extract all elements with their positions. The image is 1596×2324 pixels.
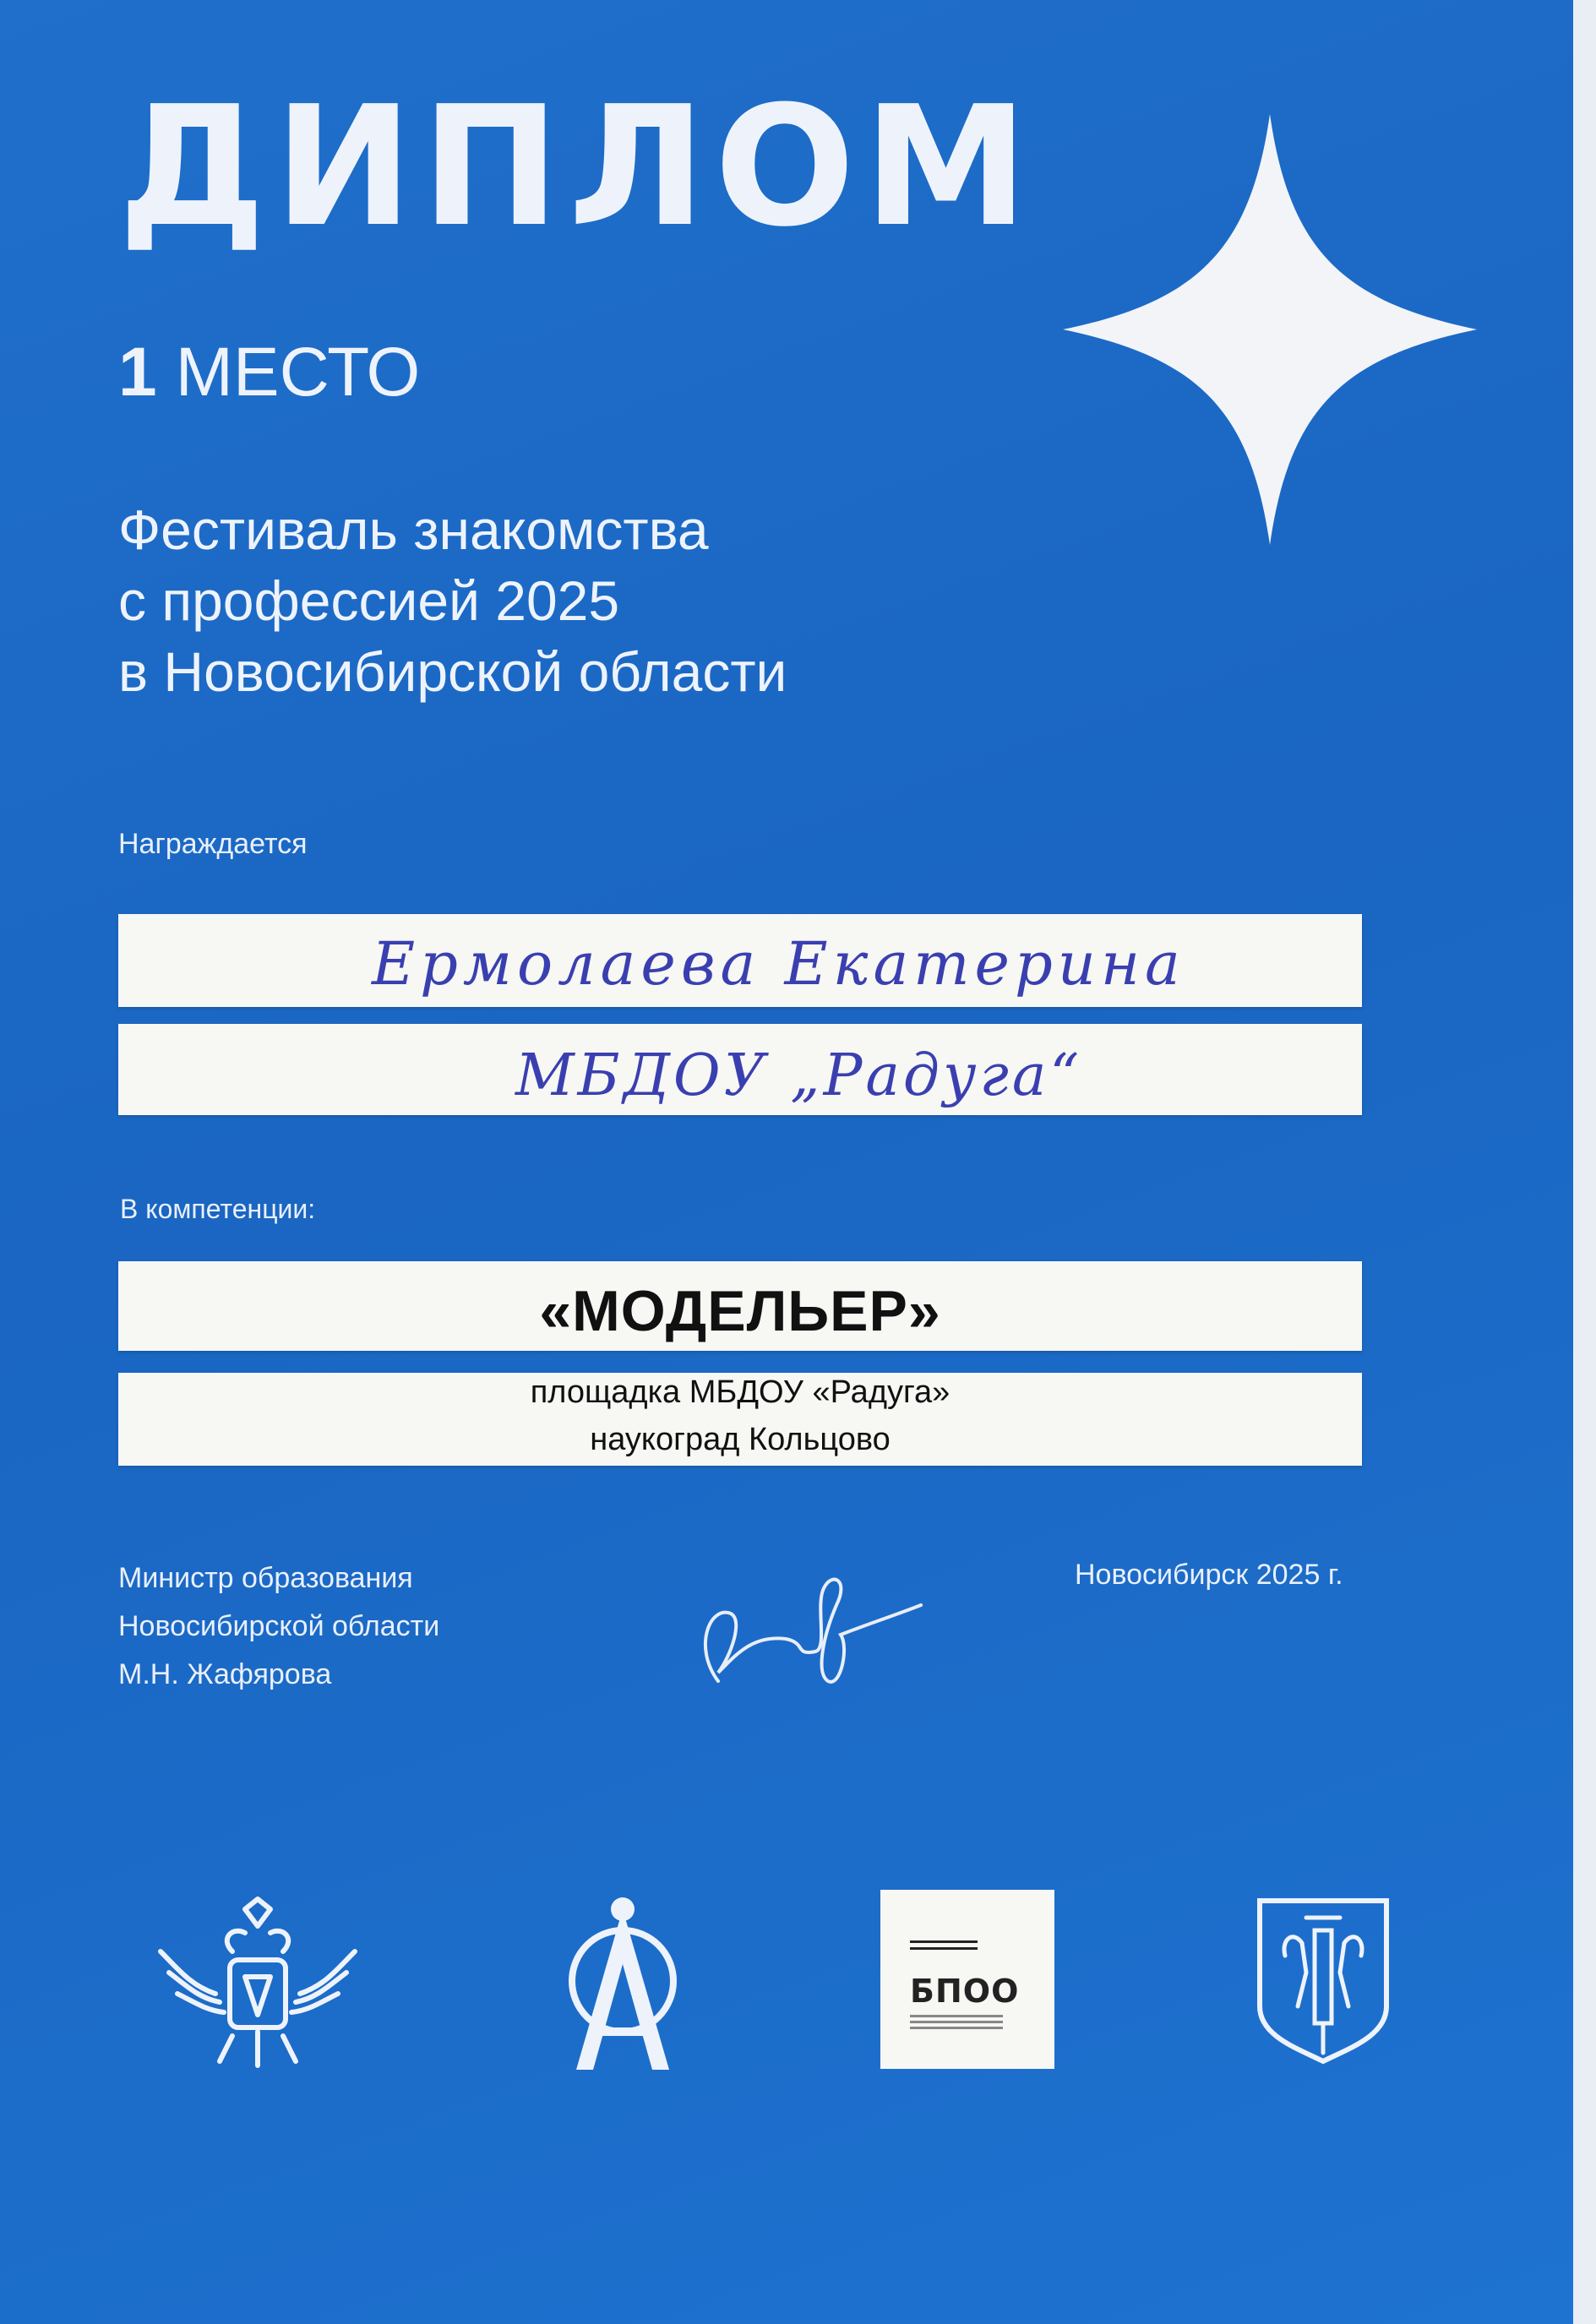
signatory-line-2: Новосибирской области [118,1610,440,1642]
signatory-line-1: Министр образования [118,1562,413,1594]
awarded-label: Награждается [118,828,308,860]
russia-coat-of-arms-icon [152,1892,363,2074]
compass-emblem-icon [559,1884,686,2078]
festival-line-3: в Новосибирской области [118,640,787,703]
diploma-title: ДИПЛОМ [118,71,1038,264]
recipient-name-handwritten: Ермолаева Екатерина [372,929,1185,999]
competence-title: «МОДЕЛЬЕР» [539,1279,941,1343]
signatory-line-3: М.Н. Жафярова [118,1658,332,1690]
organization-band [118,1024,1362,1115]
recipient-band [118,914,1362,1007]
competence-label: В компетенции: [120,1194,316,1224]
four-point-star-icon [1063,114,1477,545]
place-word: МЕСТО [175,334,421,411]
venue-band [118,1373,1362,1466]
bpoo-lines [910,1940,978,1954]
novosibirsk-coat-of-arms-icon [1256,1897,1391,2065]
bpoo-logo [880,1890,1054,2069]
signature-image [659,1554,929,1706]
place-number: 1 [118,334,157,411]
festival-line-2: с профессией 2025 [118,569,620,632]
signatory-block [118,1554,439,1699]
city-date: Новосибирск 2025 г. [1075,1559,1343,1591]
competence-title-band [118,1261,1362,1351]
venue-line-1: площадка МБДОУ «Радуга» [530,1374,951,1410]
place-heading [118,334,421,411]
venue-line-2: наукоград Кольцово [590,1422,891,1457]
festival-line-1: Фестиваль знакомства [118,498,709,561]
organization-handwritten: МБДОУ „Радуга“ [515,1042,1083,1109]
bpoo-subtitle-lines [910,2015,1003,2033]
bpoo-logo-text: БПОО [910,1973,1020,2010]
festival-name [118,494,963,707]
